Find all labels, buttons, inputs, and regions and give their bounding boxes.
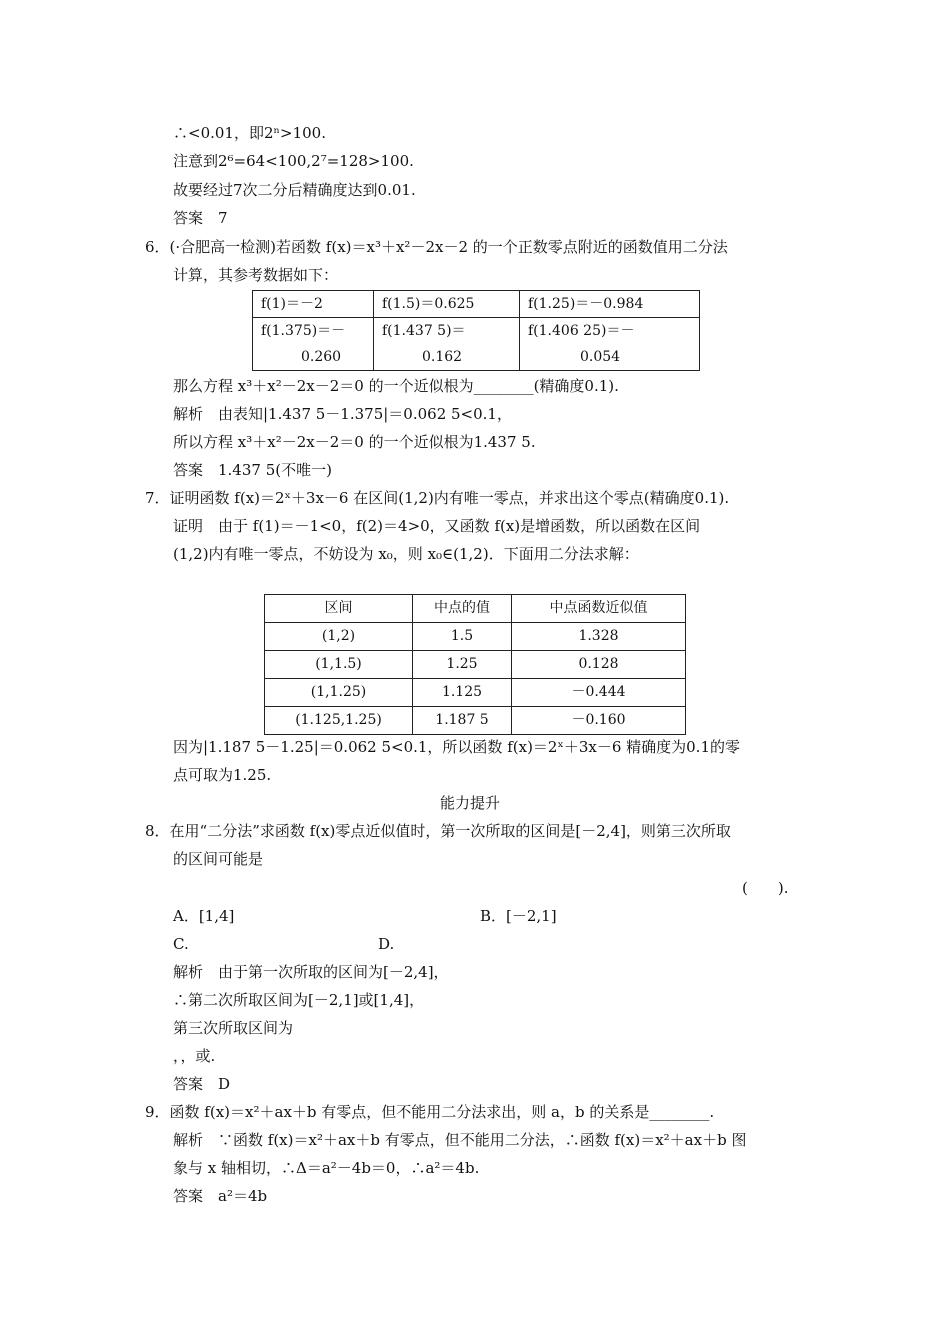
q9-solution-2: 象与 x 轴相切，∴Δ＝a²－4b＝0，∴a²＝4b.: [173, 1159, 480, 1177]
q7-conclusion-2: 点可取为1.25.: [173, 766, 272, 784]
table-row: [265, 651, 686, 679]
q6-solution-1: 解析 由表知|1.437 5－1.375|＝0.062 5<0.1，: [173, 405, 512, 423]
q6-cell-bottom: 0.054: [580, 349, 621, 365]
q9-stem: 9．函数 f(x)＝x²＋ax＋b 有零点，但不能用二分法求出，则 a，b 的关系是________.: [145, 1103, 715, 1121]
q8-answer: 答案 D: [173, 1075, 231, 1093]
q9-solution-1: 解析 ∵函数 f(x)＝x²＋ax＋b 有零点，但不能用二分法，∴函数 f(x)＝x²＋ax＋b 图: [173, 1131, 747, 1149]
q6-solution-2: 所以方程 x³＋x²－2x－2＝0 的一个近似根为1.437 5.: [173, 433, 536, 451]
q6-cell: f(1.25)＝－0.984: [520, 291, 700, 318]
q6-stem-line-2: 计算，其参考数据如下：: [173, 266, 339, 284]
q7-header: 中点函数近似值: [512, 595, 686, 623]
q7-cell: (1.125,1.25): [265, 707, 413, 735]
q7-stem: 7．证明函数 f(x)＝2ˣ＋3x－6 在区间(1,2)内有唯一零点，并求出这个零点(精确度0.1).: [145, 489, 730, 507]
q6-cell: [253, 318, 374, 371]
q7-cell: (1,1.5): [265, 651, 413, 679]
q7-header: 区间: [265, 595, 413, 623]
q7-cell: 1.125: [413, 679, 512, 707]
q8-option-b: B．[－2,1]: [480, 907, 557, 925]
q8-option-c: C.: [173, 935, 189, 953]
q8-option-a: A．[1,4]: [173, 907, 235, 925]
q6-answer: 答案 1.437 5(不唯一): [173, 461, 332, 479]
q6-cell: [520, 318, 700, 371]
q6-cell-top: f(1.375)＝－: [261, 323, 346, 339]
q7-cell: －0.444: [512, 679, 686, 707]
q5-answer: 答案 7: [173, 209, 228, 227]
q6-cell: f(1)＝－2: [253, 291, 374, 318]
q6-cell-top: f(1.437 5)＝: [382, 323, 466, 339]
q5-line-1: ∴<0.01，即2ⁿ>100.: [173, 124, 326, 142]
q7-bisection-table: [264, 594, 686, 735]
q6-data-table: [252, 290, 700, 371]
q7-cell: －0.160: [512, 707, 686, 735]
q6-question: 那么方程 x³＋x²－2x－2＝0 的一个近似根为________(精确度0.1).: [173, 377, 619, 395]
section-title: 能力提升: [440, 794, 501, 812]
q8-solution-1: 解析 由于第一次所取的区间为[－2,4]，: [173, 963, 449, 981]
q7-proof-2: (1,2)内有唯一零点，不妨设为 x₀，则 x₀∈(1,2)．下面用二分法求解：: [173, 545, 639, 563]
table-row: [265, 623, 686, 651]
q8-stem-line-2: 的区间可能是: [173, 850, 264, 868]
q6-cell: f(1.5)＝0.625: [374, 291, 520, 318]
q7-cell: (1,1.25): [265, 679, 413, 707]
table-row: [265, 707, 686, 735]
q7-cell: (1,2): [265, 623, 413, 651]
q7-proof-1: 证明 由于 f(1)＝－1<0，f(2)＝4>0，又函数 f(x)是增函数，所以函数在区间: [173, 517, 701, 535]
q7-cell: 1.25: [413, 651, 512, 679]
q7-conclusion-1: 因为|1.187 5－1.25|＝0.062 5<0.1，所以函数 f(x)＝2ˣ＋3x－6 精确度为0.1的零: [173, 738, 740, 756]
q8-solution-2: ∴第二次所取区间为[－2,1]或[1,4]，: [173, 991, 425, 1009]
q8-stem-line-1: 8．在用“二分法”求函数 f(x)零点近似值时，第一次所取的区间是[－2,4]，则第三次所取: [145, 822, 731, 840]
q9-answer: 答案 a²＝4b: [173, 1187, 268, 1205]
table-row: [265, 679, 686, 707]
q7-cell: 1.187 5: [413, 707, 512, 735]
q7-header: 中点的值: [413, 595, 512, 623]
q5-line-3: 故要经过7次二分后精确度达到0.01.: [173, 181, 416, 199]
q8-solution-4: ，，或.: [173, 1047, 216, 1065]
q6-stem-line-1: 6．(·合肥高一检测)若函数 f(x)＝x³＋x²－2x－2 的一个正数零点附近的函数值用二分法: [145, 238, 728, 256]
q6-cell-bottom: 0.260: [301, 349, 342, 365]
q7-cell: 1.5: [413, 623, 512, 651]
q6-cell-bottom: 0.162: [422, 349, 463, 365]
q6-cell: [374, 318, 520, 371]
q8-solution-3: 第三次所取区间为: [173, 1019, 294, 1037]
q5-line-2: 注意到2⁶=64<100,2⁷=128>100.: [173, 152, 414, 170]
q7-cell: 1.328: [512, 623, 686, 651]
q7-cell: 0.128: [512, 651, 686, 679]
q6-cell-top: f(1.406 25)＝－: [528, 323, 635, 339]
q8-answer-paren: ( ).: [742, 879, 789, 897]
q8-option-d: D.: [378, 935, 395, 953]
